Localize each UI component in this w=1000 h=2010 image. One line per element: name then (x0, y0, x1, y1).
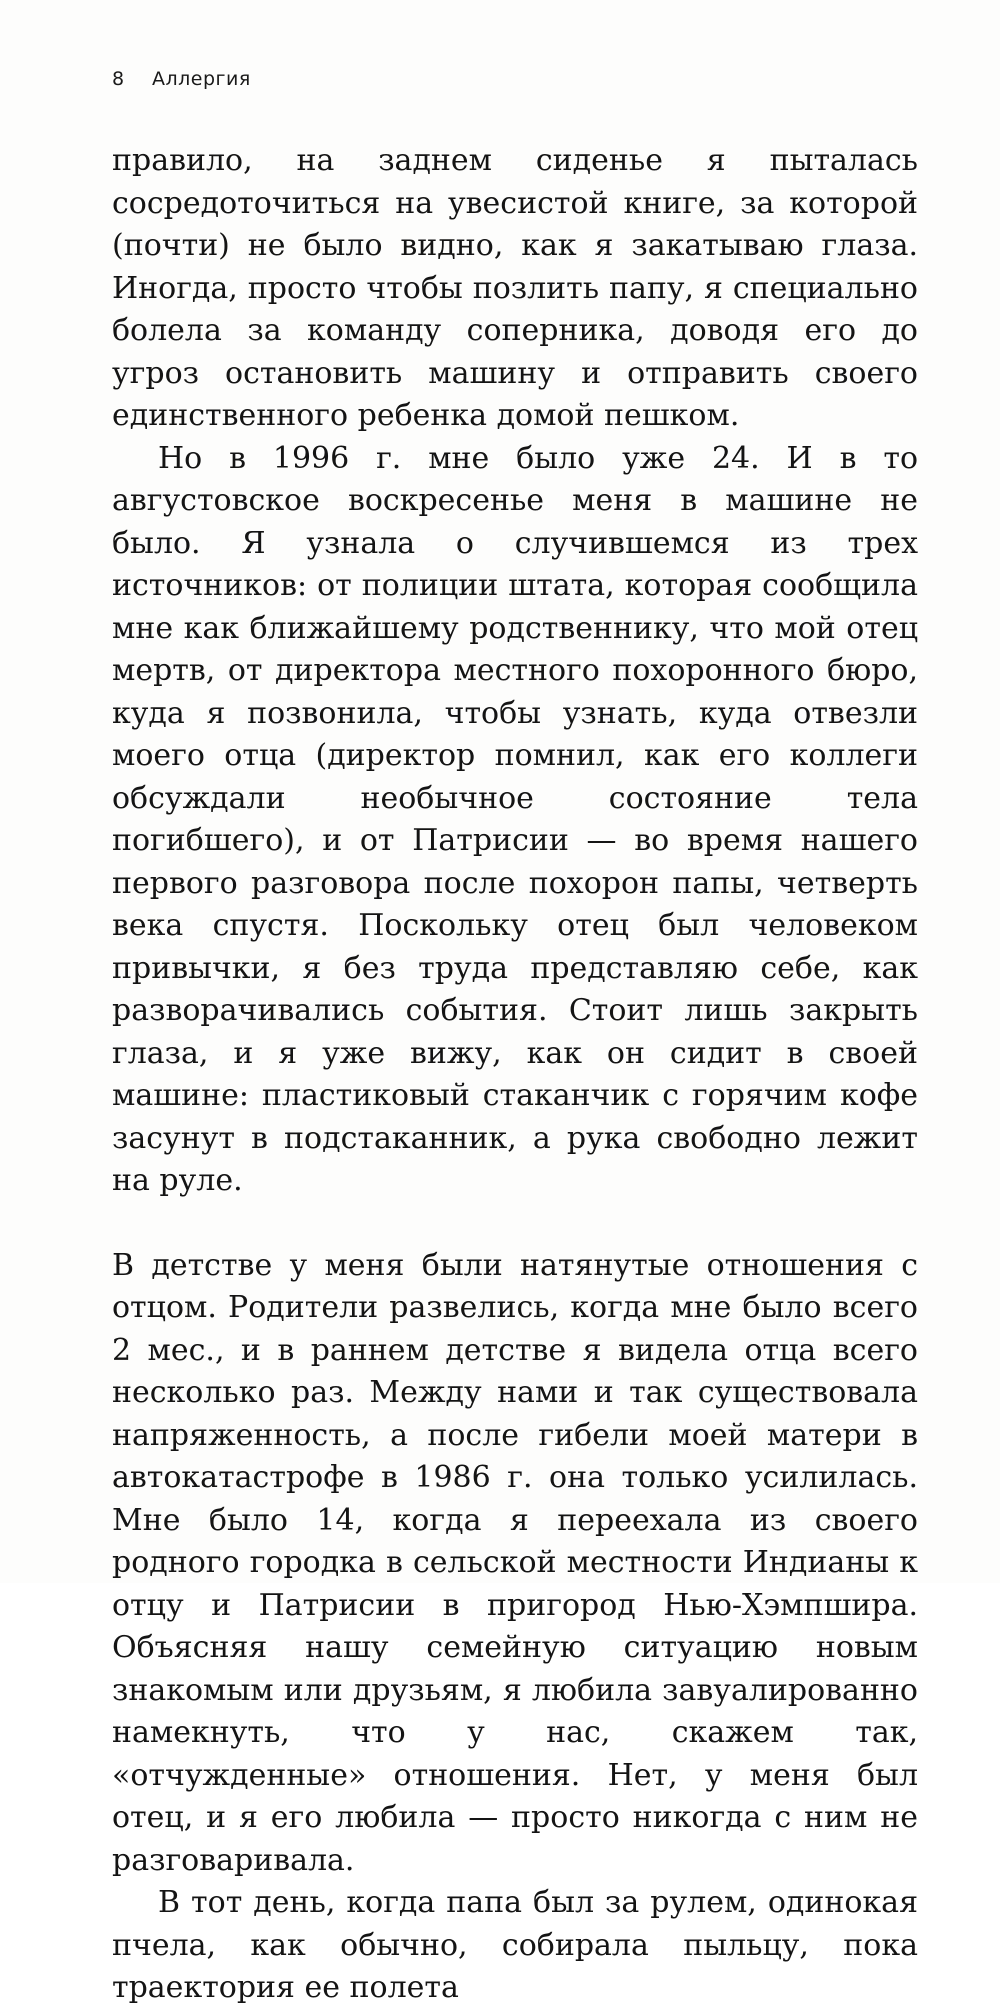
page-number: 8 (112, 68, 125, 90)
chapter-title: Аллергия (152, 68, 251, 90)
paragraph: Но в 1996 г. мне было уже 24. И в то августовское воскресенье меня в машине не было. Я узнала о случившемся из трех источников: от полиции штата, которая сообщила мне как ближайшему родственнику, что мой отец мертв, от директора местного похоронного бюро, куда я позвонила, чтобы узнать, куда отвезли моего отца (директор помнил, как его коллеги обсуждали необычное состояние тела погибшего), и от Патрисии — во время нашего первого разговора после похорон папы, четверть века спустя. Поскольку отец был человеком привычки, я без труда представляю себе, как разворачивались события. Стоит лишь закрыть глаза, и я уже вижу, как он сидит в своей машине: пластиковый стаканчик с горячим кофе засунут в подстаканник, а рука свободно лежит на руле. (112, 440, 918, 1198)
body-text (112, 140, 918, 2010)
paragraph: В тот день, когда папа был за рулем, одинокая пчела, как обычно, собирала пыльцу, пока траектория ее полета (112, 1885, 918, 2005)
paragraph-continued: правило, на заднем сиденье я пыталась сосредоточиться на увесистой книге, за которой (почти) не было видно, как я закатываю глаза. Иногда, просто чтобы позлить папу, я специально болела за команду соперника, доводя его до угроз остановить машину и отправить своего единственного ребенка домой пешком. (112, 143, 918, 433)
paragraph-section-start: В детстве у меня были натянутые отношения с отцом. Родители развелись, когда мне было всего 2 мес., и в раннем детстве я видела отца всего несколько раз. Между нами и так существовала напряженность, а после гибели моей матери в автокатастрофе в 1986 г. она только усилилась. Мне было 14, когда я переехала из своего родного городка в сельской местности Индианы к отцу и Патрисии в пригород Нью-Хэмпшира. Объясняя нашу семейную ситуацию новым знакомым или друзьям, я любила завуалированно намекнуть, что у нас, скажем так, «отчужденные» отношения. Нет, у меня был отец, и я его любила — просто никогда с ним не разговаривала. (112, 1247, 918, 1878)
running-head (112, 68, 251, 90)
